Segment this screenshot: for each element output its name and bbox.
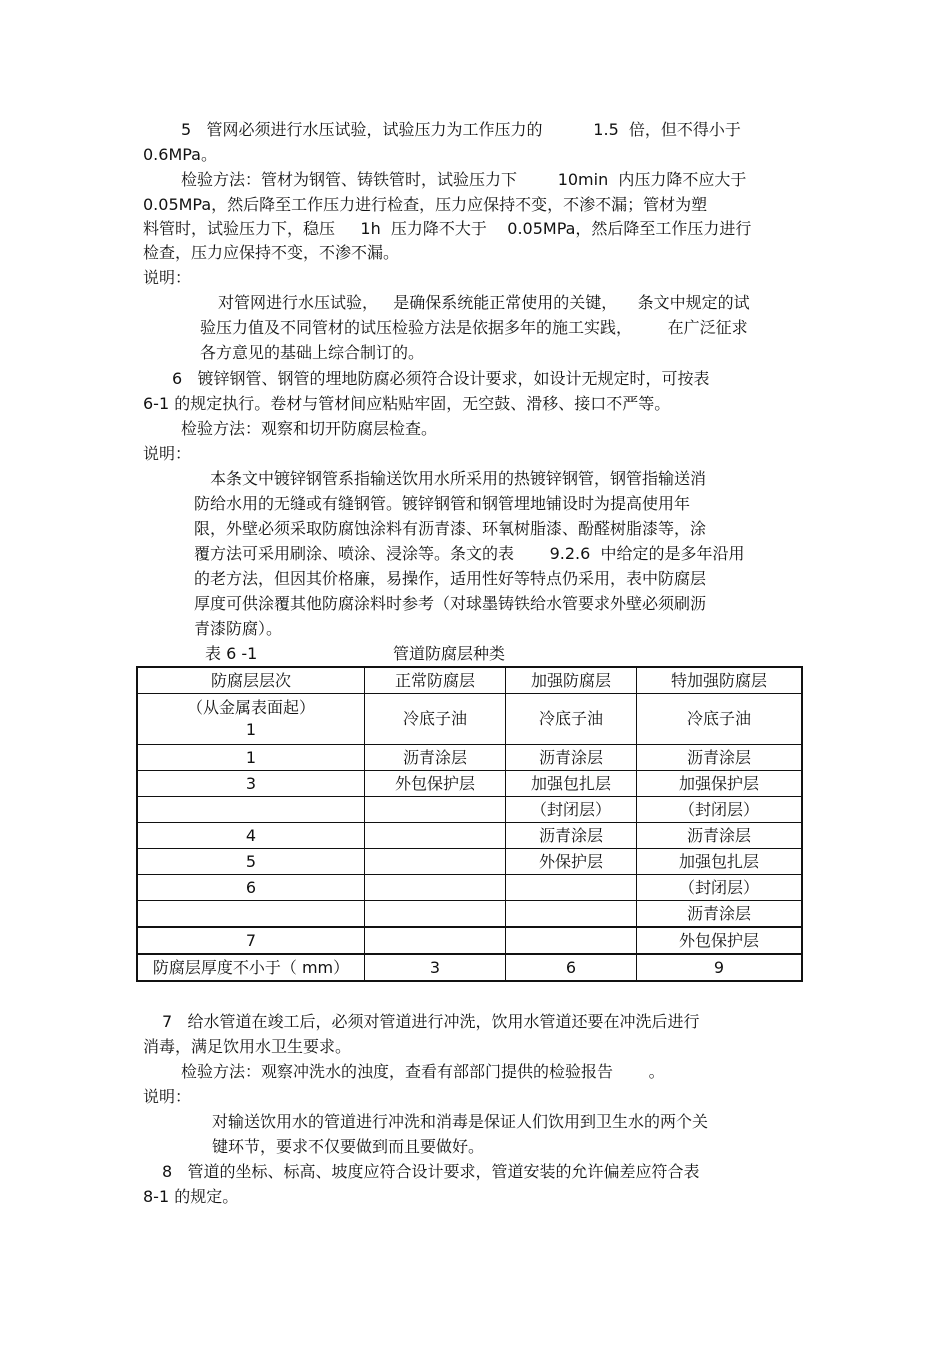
table-header-cell: 正常防腐层 [365,667,506,694]
table-cell: 外保护层 [506,849,637,875]
table-row [137,797,802,823]
table-number: 表 6 -1 [205,644,258,663]
table-cell: 沥青涂层 [506,823,637,849]
table-cell: 6 [137,875,365,901]
table-cell: 5 [137,849,365,875]
clause-7-check-line-1: 检验方法：观察冲洗水的浊度，查看有部部门提供的检验报告 。 [181,1062,665,1081]
table-cell: 加强包扎层 [637,849,803,875]
clause-5-check-line-2: 0.05MPa，然后降至工作压力进行检查，压力应保持不变，不渗不漏；管材为塑 [143,195,708,214]
table-cell: 7 [137,927,365,954]
table-cell: （封闭层） [637,797,803,823]
table-cell [506,901,637,928]
clause-6-note-line-6: 厚度可供涂覆其他防腐涂料时参考（对球墨铸铁给水管要求外壁必须刷沥 [194,594,707,613]
table-cell: 冷底子油 [506,694,637,745]
table-header-cell: 防腐层层次 [137,667,365,694]
table-row [137,901,802,928]
table-cell: 6 [506,954,637,981]
table-cell: 3 [365,954,506,981]
clause-5-check-line-4: 检查，压力应保持不变，不渗不漏。 [143,243,400,262]
clause-6-line-1: 6 镀锌钢管、钢管的埋地防腐必须符合设计要求，如设计无规定时，可按表 [172,369,710,388]
table-cell [506,875,637,901]
table-cell: 4 [137,823,365,849]
clause-5-note-line-1: 对管网进行水压试验， 是确保系统能正常使用的关键， 条文中规定的试 [218,293,750,312]
table-cell [365,849,506,875]
table-cell [137,901,365,928]
table-cell: 沥青涂层 [637,901,803,928]
table-cell: 3 [137,771,365,797]
table-cell [365,927,506,954]
table-row [137,823,802,849]
table-header-row [137,667,802,694]
table-header-cell: 加强防腐层 [506,667,637,694]
clause-6-check-line-1: 检验方法：观察和切开防腐层检查。 [181,419,438,438]
table-row [137,954,802,981]
table-cell [137,797,365,823]
table-cell: 沥青涂层 [637,823,803,849]
clause-7-line-1: 7 给水管道在竣工后，必须对管道进行冲洗，饮用水管道还要在冲洗后进行 [162,1012,700,1031]
table-cell [137,694,365,745]
table-caption: 管道防腐层种类 [393,644,506,663]
clause-5-check-line-1: 检验方法：管材为钢管、铸铁管时，试验压力下 10min 内压力降不应大于 [181,170,747,189]
table-row [137,875,802,901]
table-header-cell: 特加强防腐层 [637,667,803,694]
table-row [137,694,802,745]
clause-6-note-line-4: 覆方法可采用刷涂、喷涂、浸涂等。条文的表 9.2.6 中给定的是多年沿用 [194,544,745,563]
table-row [137,771,802,797]
clause-5-note-label: 说明： [143,268,192,287]
clause-6-line-2: 6-1 的规定执行。卷材与管材间应粘贴牢固，无空鼓、滑移、接口不严等。 [143,394,671,413]
clause-6-note-label: 说明： [143,444,192,463]
clause-6-note-line-3: 限，外壁必须采取防腐蚀涂料有沥青漆、环氧树脂漆、酚醛树脂漆等，涂 [194,519,707,538]
clause-6-note-line-1: 本条文中镀锌钢管系指输送饮用水所采用的热镀锌钢管，钢管指输送消 [210,469,707,488]
table-cell: 沥青涂层 [365,745,506,771]
clause-5-check-line-3: 料管时，试验压力下，稳压 1h 压力降不大于 0.05MPa，然后降至工作压力进行 [143,219,752,238]
table-cell: 外包保护层 [637,927,803,954]
table-cell-line: 1 [245,720,257,739]
table-cell: 防腐层厚度不小于（ mm） [137,954,365,981]
clause-7-note-line-2: 键环节，要求不仅要做到而且要做好。 [212,1137,485,1156]
table-cell [506,927,637,954]
table-cell [365,875,506,901]
clause-5-note-line-2: 验压力值及不同管材的试压检验方法是依据多年的施工实践， 在广泛征求 [200,318,748,337]
table-cell: 冷底子油 [637,694,803,745]
clause-7-note-label: 说明： [143,1087,192,1106]
table-cell-line: （从金属表面起） [186,698,315,717]
table-cell [365,823,506,849]
table-cell [365,901,506,928]
table-row [137,927,802,954]
clause-7-line-2: 消毒，满足饮用水卫生要求。 [143,1037,352,1056]
clause-5-line-1: 5 管网必须进行水压试验，试验压力为工作压力的 1.5 倍，但不得小于 [181,120,741,139]
table-cell: （封闭层） [506,797,637,823]
table-row [137,745,802,771]
table-row [137,849,802,875]
anticorrosion-layer-table [136,666,803,982]
clause-6-note-line-5: 的老方法，但因其价格廉，易操作，适用性好等特点仍采用，表中防腐层 [194,569,707,588]
table-cell: 加强包扎层 [506,771,637,797]
table-cell: 9 [637,954,803,981]
clause-8-line-2: 8-1 的规定。 [143,1187,239,1206]
clause-6-note-line-2: 防给水用的无缝或有缝钢管。镀锌钢管和钢管埋地铺设时为提高使用年 [194,494,691,513]
clause-6-note-line-7: 青漆防腐）。 [194,619,283,638]
table-cell: 外包保护层 [365,771,506,797]
table-cell: 沥青涂层 [637,745,803,771]
table-cell: （封闭层） [637,875,803,901]
table-cell: 冷底子油 [365,694,506,745]
clause-8-line-1: 8 管道的坐标、标高、坡度应符合设计要求，管道安装的允许偏差应符合表 [162,1162,700,1181]
clause-5-note-line-3: 各方意见的基础上综合制订的。 [200,343,425,362]
table-cell: 1 [137,745,365,771]
clause-5-line-2: 0.6MPa。 [143,145,217,164]
clause-7-note-line-1: 对输送饮用水的管道进行冲洗和消毒是保证人们饮用到卫生水的两个关 [212,1112,709,1131]
table-cell: 沥青涂层 [506,745,637,771]
table-cell [365,797,506,823]
table-cell: 加强保护层 [637,771,803,797]
